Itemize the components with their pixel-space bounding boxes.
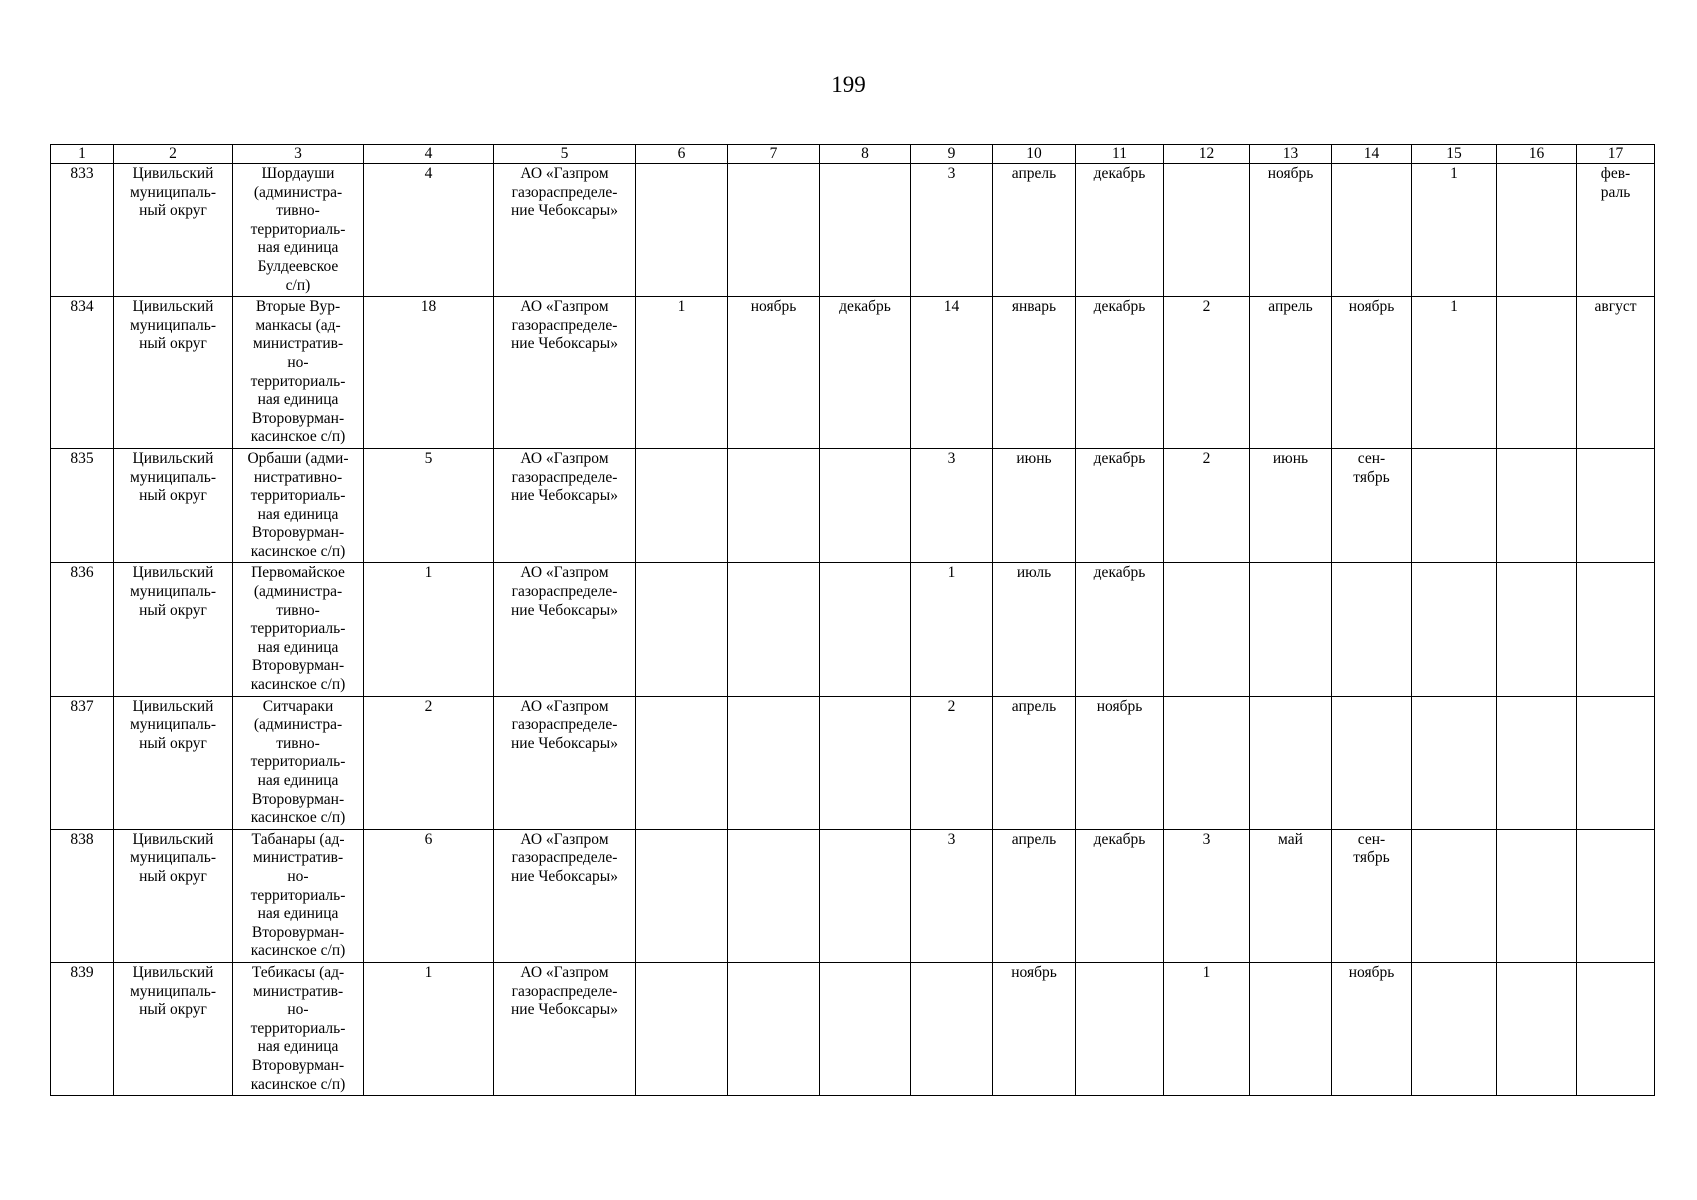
cell-col10: апрель bbox=[993, 696, 1076, 829]
table-row bbox=[51, 563, 1655, 696]
column-header-1: 1 bbox=[51, 145, 114, 164]
cell-col7 bbox=[728, 962, 820, 1095]
cell-col9: 3 bbox=[911, 448, 993, 563]
cell-col11: ноябрь bbox=[1076, 696, 1164, 829]
cell-col12: 1 bbox=[1164, 962, 1250, 1095]
cell-col14: сен- тябрь bbox=[1332, 448, 1412, 563]
cell-col10: апрель bbox=[993, 829, 1076, 962]
cell-col17 bbox=[1577, 829, 1655, 962]
cell-col12: 2 bbox=[1164, 297, 1250, 449]
cell-col16 bbox=[1497, 164, 1577, 297]
cell-col9 bbox=[911, 962, 993, 1095]
table-row bbox=[51, 297, 1655, 449]
cell-number: 839 bbox=[51, 962, 114, 1095]
cell-col8 bbox=[820, 962, 911, 1095]
table-row bbox=[51, 962, 1655, 1095]
cell-col12 bbox=[1164, 563, 1250, 696]
cell-organization: АО «Газпром газораспределе- ние Чебоксары» bbox=[494, 448, 636, 563]
data-table bbox=[50, 144, 1655, 1096]
cell-col6 bbox=[636, 962, 728, 1095]
cell-organization: АО «Газпром газораспределе- ние Чебоксары» bbox=[494, 297, 636, 449]
cell-col12 bbox=[1164, 164, 1250, 297]
column-header-5: 5 bbox=[494, 145, 636, 164]
column-header-8: 8 bbox=[820, 145, 911, 164]
cell-settlement: Тебикасы (ад- министратив- но- территориаль- ная единица Второвурман- касинское с/п) bbox=[233, 962, 364, 1095]
column-header-14: 14 bbox=[1332, 145, 1412, 164]
cell-col12: 2 bbox=[1164, 448, 1250, 563]
cell-col13: ноябрь bbox=[1250, 164, 1332, 297]
cell-col9: 14 bbox=[911, 297, 993, 449]
column-header-12: 12 bbox=[1164, 145, 1250, 164]
cell-col15: 1 bbox=[1412, 297, 1497, 449]
cell-col10: июль bbox=[993, 563, 1076, 696]
cell-number: 833 bbox=[51, 164, 114, 297]
cell-col7 bbox=[728, 563, 820, 696]
cell-col16 bbox=[1497, 297, 1577, 449]
cell-col15 bbox=[1412, 448, 1497, 563]
cell-col14 bbox=[1332, 563, 1412, 696]
cell-district: Цивильский муниципаль- ный округ bbox=[114, 164, 233, 297]
header-row bbox=[51, 145, 1655, 164]
cell-col15 bbox=[1412, 563, 1497, 696]
cell-col16 bbox=[1497, 962, 1577, 1095]
column-header-9: 9 bbox=[911, 145, 993, 164]
cell-col15 bbox=[1412, 696, 1497, 829]
cell-col7 bbox=[728, 164, 820, 297]
column-header-4: 4 bbox=[364, 145, 494, 164]
column-header-15: 15 bbox=[1412, 145, 1497, 164]
cell-col4: 1 bbox=[364, 962, 494, 1095]
cell-col14: сен- тябрь bbox=[1332, 829, 1412, 962]
cell-number: 837 bbox=[51, 696, 114, 829]
column-header-7: 7 bbox=[728, 145, 820, 164]
column-header-10: 10 bbox=[993, 145, 1076, 164]
cell-col11: декабрь bbox=[1076, 297, 1164, 449]
cell-settlement: Шордауши (администра- тивно- территориаль- ная единица Булдеевское с/п) bbox=[233, 164, 364, 297]
cell-col14 bbox=[1332, 164, 1412, 297]
cell-col15: 1 bbox=[1412, 164, 1497, 297]
cell-district: Цивильский муниципаль- ный округ bbox=[114, 962, 233, 1095]
cell-col15 bbox=[1412, 829, 1497, 962]
cell-settlement: Ситчараки (администра- тивно- территориаль- ная единица Второвурман- касинское с/п) bbox=[233, 696, 364, 829]
cell-col4: 6 bbox=[364, 829, 494, 962]
cell-col4: 5 bbox=[364, 448, 494, 563]
cell-col4: 18 bbox=[364, 297, 494, 449]
cell-settlement: Табанары (ад- министратив- но- территориаль- ная единица Второвурман- касинское с/п) bbox=[233, 829, 364, 962]
cell-col15 bbox=[1412, 962, 1497, 1095]
cell-col14: ноябрь bbox=[1332, 297, 1412, 449]
cell-district: Цивильский муниципаль- ный округ bbox=[114, 563, 233, 696]
cell-settlement: Орбаши (адми- нистративно- территориаль- ная единица Второвурман- касинское с/п) bbox=[233, 448, 364, 563]
column-header-2: 2 bbox=[114, 145, 233, 164]
column-header-11: 11 bbox=[1076, 145, 1164, 164]
cell-col12: 3 bbox=[1164, 829, 1250, 962]
cell-col4: 1 bbox=[364, 563, 494, 696]
cell-col6 bbox=[636, 696, 728, 829]
cell-col7 bbox=[728, 829, 820, 962]
cell-col4: 4 bbox=[364, 164, 494, 297]
cell-district: Цивильский муниципаль- ный округ bbox=[114, 448, 233, 563]
cell-col9: 3 bbox=[911, 829, 993, 962]
cell-col11: декабрь bbox=[1076, 829, 1164, 962]
cell-col11 bbox=[1076, 962, 1164, 1095]
cell-col8 bbox=[820, 696, 911, 829]
cell-col10: январь bbox=[993, 297, 1076, 449]
cell-number: 838 bbox=[51, 829, 114, 962]
page-number: 199 bbox=[831, 72, 866, 97]
column-header-13: 13 bbox=[1250, 145, 1332, 164]
cell-col7: ноябрь bbox=[728, 297, 820, 449]
cell-col14: ноябрь bbox=[1332, 962, 1412, 1095]
cell-col17 bbox=[1577, 696, 1655, 829]
cell-col17: фев- раль bbox=[1577, 164, 1655, 297]
cell-col12 bbox=[1164, 696, 1250, 829]
table-row bbox=[51, 448, 1655, 563]
cell-col17 bbox=[1577, 962, 1655, 1095]
cell-col6: 1 bbox=[636, 297, 728, 449]
cell-settlement: Первомайское (администра- тивно- территориаль- ная единица Второвурман- касинское с/п) bbox=[233, 563, 364, 696]
cell-col17 bbox=[1577, 563, 1655, 696]
cell-col16 bbox=[1497, 696, 1577, 829]
cell-col4: 2 bbox=[364, 696, 494, 829]
cell-district: Цивильский муниципаль- ный округ bbox=[114, 297, 233, 449]
cell-col7 bbox=[728, 696, 820, 829]
cell-col16 bbox=[1497, 448, 1577, 563]
cell-organization: АО «Газпром газораспределе- ние Чебоксары» bbox=[494, 164, 636, 297]
cell-col11: декабрь bbox=[1076, 448, 1164, 563]
cell-col16 bbox=[1497, 829, 1577, 962]
cell-organization: АО «Газпром газораспределе- ние Чебоксары» bbox=[494, 696, 636, 829]
cell-col9: 2 bbox=[911, 696, 993, 829]
cell-col9: 3 bbox=[911, 164, 993, 297]
cell-col13: июнь bbox=[1250, 448, 1332, 563]
cell-col13: апрель bbox=[1250, 297, 1332, 449]
cell-organization: АО «Газпром газораспределе- ние Чебоксары» bbox=[494, 962, 636, 1095]
cell-col11: декабрь bbox=[1076, 164, 1164, 297]
cell-col9: 1 bbox=[911, 563, 993, 696]
cell-col6 bbox=[636, 563, 728, 696]
cell-col13 bbox=[1250, 696, 1332, 829]
table-row bbox=[51, 696, 1655, 829]
cell-district: Цивильский муниципаль- ный округ bbox=[114, 829, 233, 962]
cell-col14 bbox=[1332, 696, 1412, 829]
cell-col16 bbox=[1497, 563, 1577, 696]
cell-col6 bbox=[636, 829, 728, 962]
cell-col13 bbox=[1250, 962, 1332, 1095]
cell-col13: май bbox=[1250, 829, 1332, 962]
cell-col11: декабрь bbox=[1076, 563, 1164, 696]
cell-district: Цивильский муниципаль- ный округ bbox=[114, 696, 233, 829]
cell-col8 bbox=[820, 829, 911, 962]
cell-col17 bbox=[1577, 448, 1655, 563]
table-row bbox=[51, 829, 1655, 962]
cell-col6 bbox=[636, 448, 728, 563]
cell-col8 bbox=[820, 563, 911, 696]
cell-col13 bbox=[1250, 563, 1332, 696]
cell-number: 834 bbox=[51, 297, 114, 449]
cell-col8: декабрь bbox=[820, 297, 911, 449]
cell-col10: июнь bbox=[993, 448, 1076, 563]
cell-col10: ноябрь bbox=[993, 962, 1076, 1095]
cell-col6 bbox=[636, 164, 728, 297]
cell-organization: АО «Газпром газораспределе- ние Чебоксары» bbox=[494, 563, 636, 696]
column-header-3: 3 bbox=[233, 145, 364, 164]
column-header-17: 17 bbox=[1577, 145, 1655, 164]
cell-col8 bbox=[820, 448, 911, 563]
cell-col17: август bbox=[1577, 297, 1655, 449]
cell-col10: апрель bbox=[993, 164, 1076, 297]
table-row bbox=[51, 164, 1655, 297]
cell-col8 bbox=[820, 164, 911, 297]
column-header-16: 16 bbox=[1497, 145, 1577, 164]
cell-organization: АО «Газпром газораспределе- ние Чебоксары» bbox=[494, 829, 636, 962]
column-header-6: 6 bbox=[636, 145, 728, 164]
cell-number: 835 bbox=[51, 448, 114, 563]
cell-col7 bbox=[728, 448, 820, 563]
cell-settlement: Вторые Вур- манкасы (ад- министратив- но- территориаль- ная единица Второвурман- касинское с/п) bbox=[233, 297, 364, 449]
cell-number: 836 bbox=[51, 563, 114, 696]
